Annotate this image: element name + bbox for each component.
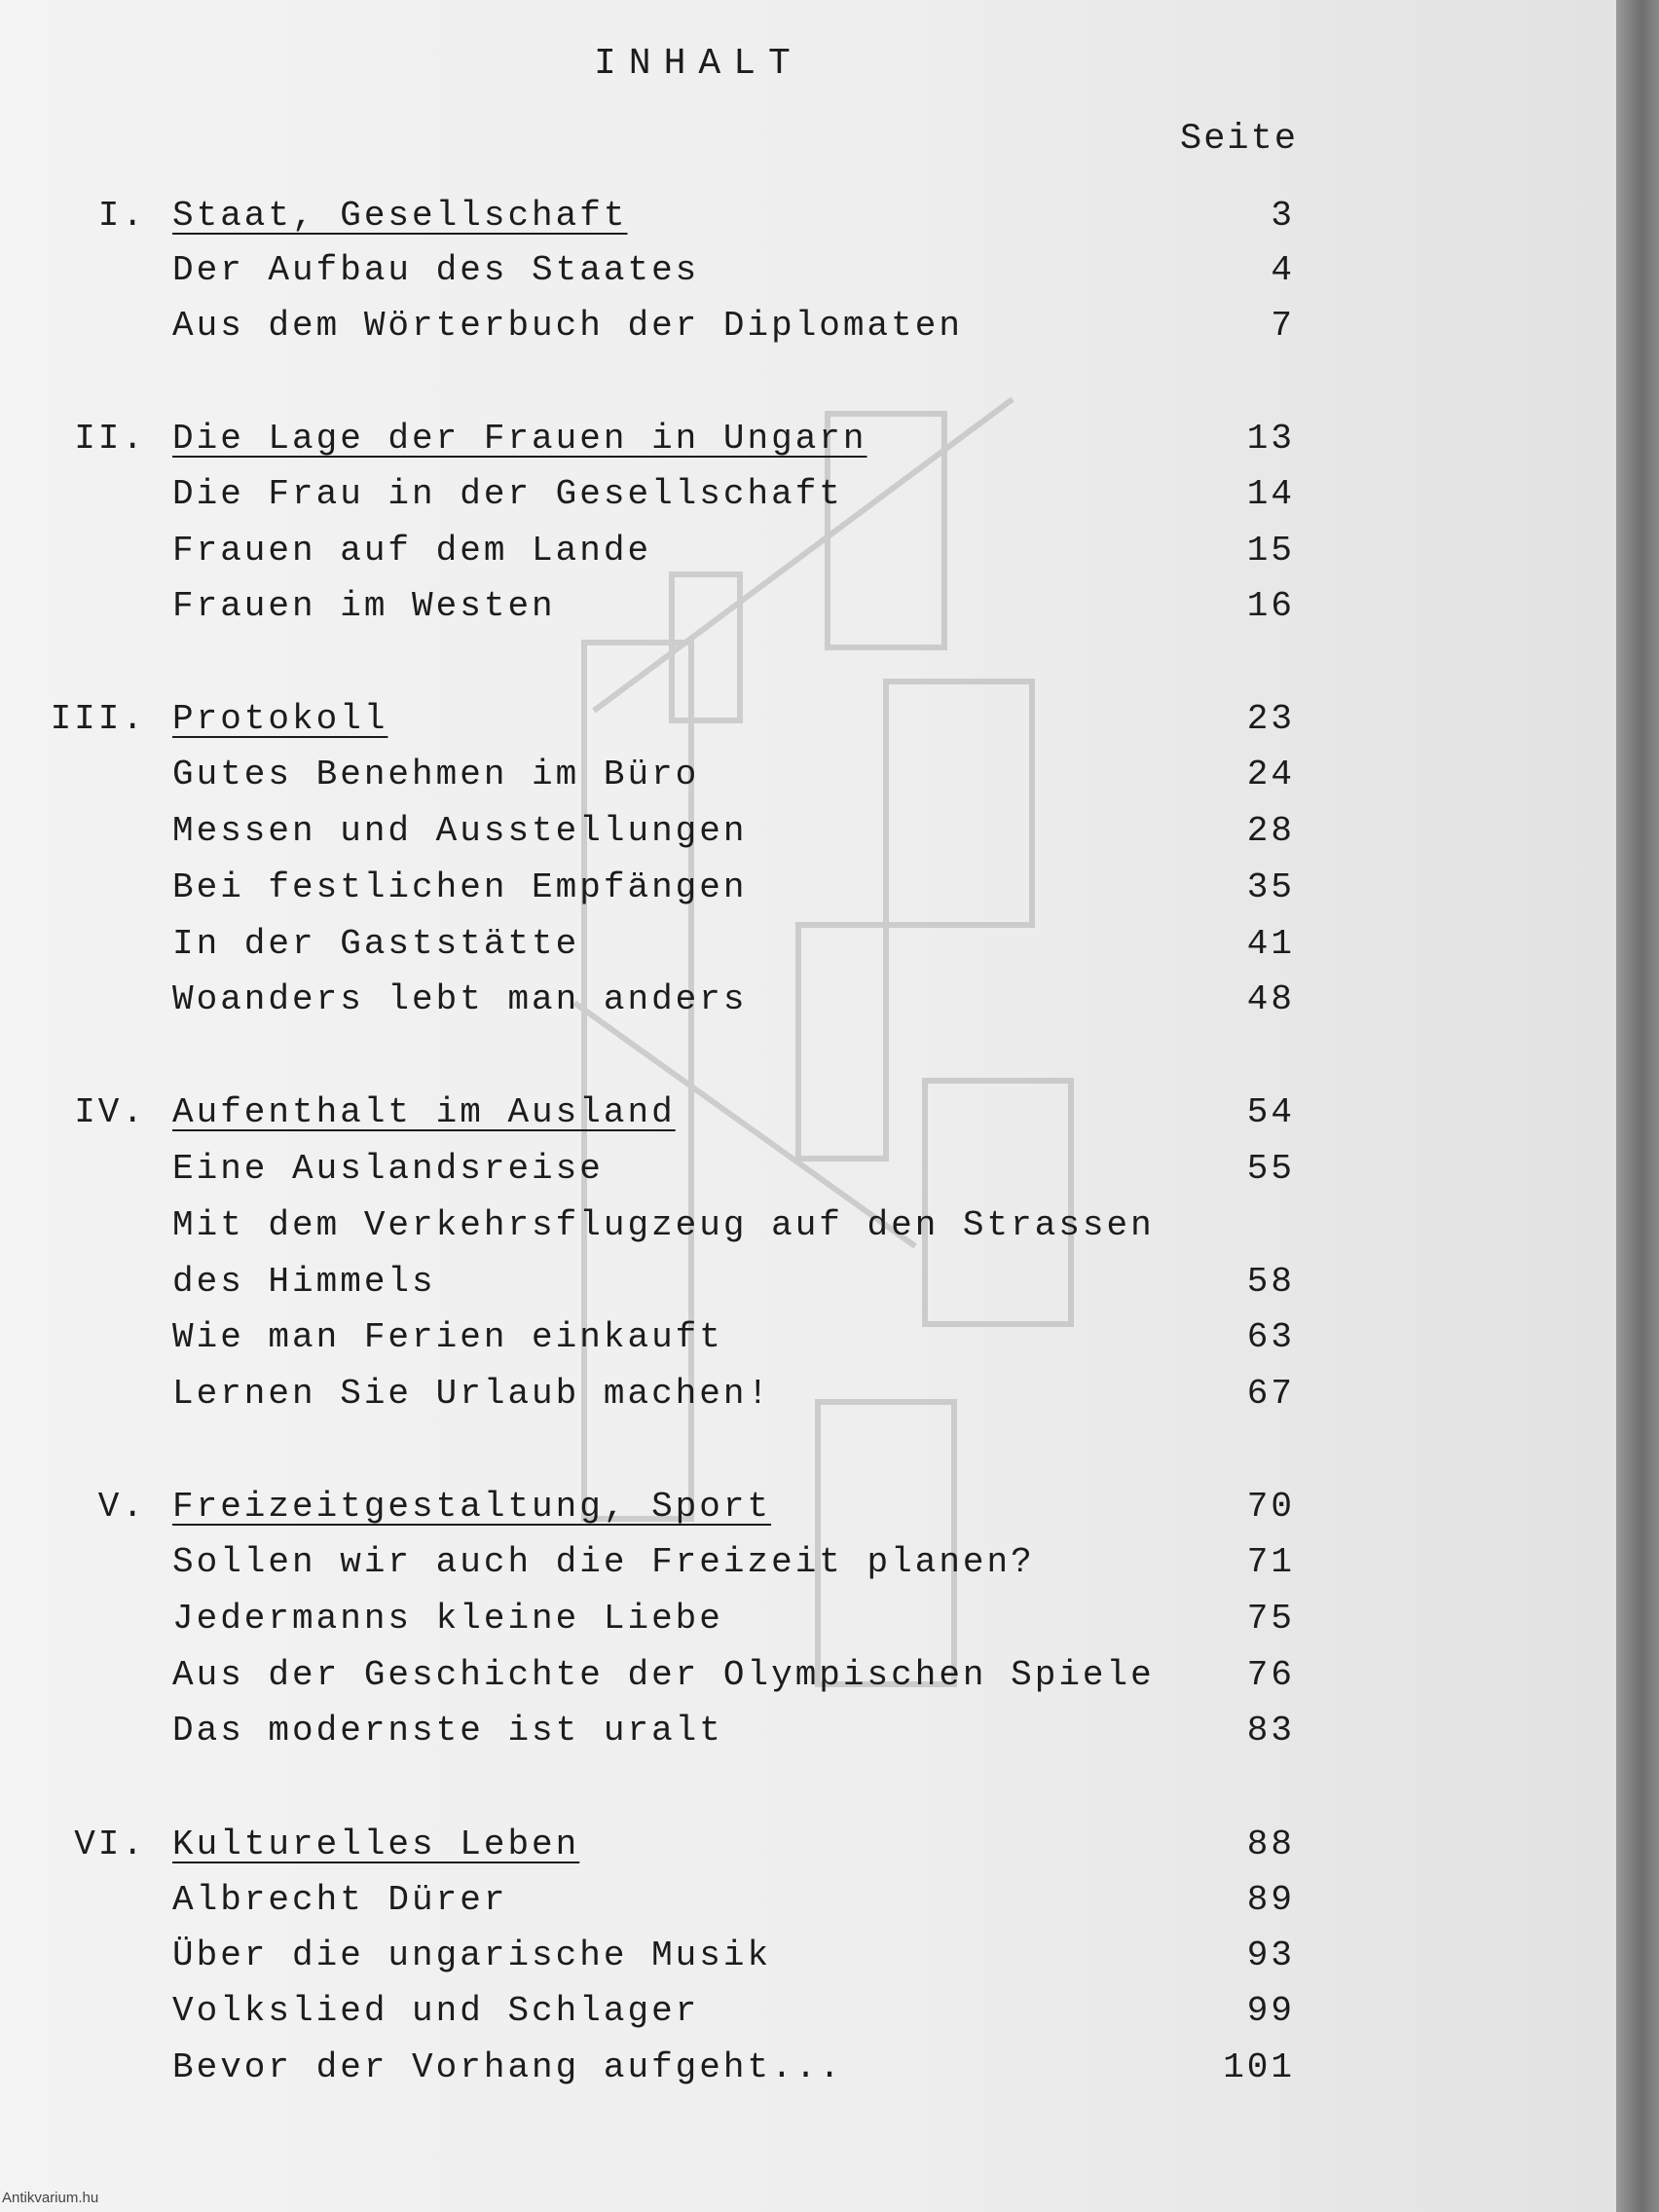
toc-entry: [0, 1313, 1616, 1362]
section-number: II.: [74, 419, 146, 459]
page-edge: [1616, 0, 1659, 2212]
toc-entry: [0, 864, 1616, 912]
toc-entry: [0, 1258, 1616, 1307]
toc-entry: [0, 470, 1616, 519]
toc-section: [0, 192, 1616, 240]
entry-title: In der Gaststätte: [172, 924, 580, 964]
page-number: 13: [1246, 419, 1295, 459]
page-number: 58: [1246, 1262, 1295, 1302]
toc-entry: [0, 1595, 1616, 1643]
section-title: Die Lage der Frauen in Ungarn: [172, 419, 867, 459]
toc-entry: [0, 807, 1616, 856]
page-number: 101: [1223, 2047, 1295, 2087]
entry-title: Gutes Benehmen im Büro: [172, 755, 700, 794]
page-number: 75: [1246, 1599, 1295, 1639]
source-watermark: Antikvarium.hu: [2, 2190, 99, 2206]
toc-entry: [0, 582, 1616, 631]
toc-section: [0, 1821, 1616, 1869]
toc-entry: [0, 2044, 1616, 2092]
page-number: 4: [1271, 250, 1295, 290]
page-column-label: Seite: [1180, 119, 1299, 160]
page-number: 23: [1246, 699, 1295, 739]
page-number: 14: [1246, 474, 1295, 514]
entry-title: Aus der Geschichte der Olympischen Spiele: [172, 1655, 1155, 1695]
entry-title: Lernen Sie Urlaub machen!: [172, 1374, 772, 1414]
page-number: 70: [1246, 1487, 1295, 1527]
toc-entry: [0, 1707, 1616, 1755]
toc-entry: [0, 1876, 1616, 1925]
entry-title: Aus dem Wörterbuch der Diplomaten: [172, 306, 963, 346]
toc-section: [0, 1483, 1616, 1531]
section-number: I.: [97, 196, 146, 236]
toc-entry: [0, 1538, 1616, 1587]
entry-title: Über die ungarische Musik: [172, 1936, 772, 1975]
toc-section: [0, 695, 1616, 744]
toc-entry: [0, 976, 1616, 1024]
entry-title: Messen und Ausstellungen: [172, 811, 748, 851]
entry-title: Bei festlichen Empfängen: [172, 867, 748, 907]
entry-title: Wie man Ferien einkauft: [172, 1317, 723, 1357]
section-number: III.: [50, 699, 146, 739]
page-number: 54: [1246, 1092, 1295, 1132]
entry-title: Volkslied und Schlager: [172, 1991, 700, 2031]
entry-title: Bevor der Vorhang aufgeht...: [172, 2047, 843, 2087]
entry-title: des Himmels: [172, 1262, 436, 1302]
entry-title: Frauen auf dem Lande: [172, 531, 652, 571]
entry-title: Der Aufbau des Staates: [172, 250, 700, 290]
toc-section: [0, 415, 1616, 463]
section-number: V.: [97, 1487, 146, 1527]
entry-title: Sollen wir auch die Freizeit planen?: [172, 1542, 1035, 1582]
entry-title: Albrecht Dürer: [172, 1880, 508, 1920]
page-number: 55: [1246, 1149, 1295, 1189]
entry-title: Mit dem Verkehrsflugzeug auf den Strassen: [172, 1205, 1155, 1245]
section-title: Protokoll: [172, 699, 388, 739]
page-number: 71: [1246, 1542, 1295, 1582]
page-number: 67: [1246, 1374, 1295, 1414]
entry-title: Frauen im Westen: [172, 586, 556, 626]
section-title: Staat, Gesellschaft: [172, 196, 628, 236]
section-number: IV.: [74, 1092, 146, 1132]
entry-title: Das modernste ist uralt: [172, 1711, 723, 1751]
entry-title: Eine Auslandsreise: [172, 1149, 604, 1189]
toc-entry: [0, 1370, 1616, 1419]
toc-entry: [0, 751, 1616, 799]
page-number: 15: [1246, 531, 1295, 571]
page-number: 35: [1246, 867, 1295, 907]
page-number: 7: [1271, 306, 1295, 346]
page-number: 88: [1246, 1825, 1295, 1864]
page-number: 83: [1246, 1711, 1295, 1751]
page-number: 16: [1246, 586, 1295, 626]
page-number: 76: [1246, 1655, 1295, 1695]
section-title: Aufenthalt im Ausland: [172, 1092, 676, 1132]
toc-entry: [0, 1932, 1616, 1980]
entry-title: Woanders lebt man anders: [172, 979, 748, 1019]
entry-title: Jedermanns kleine Liebe: [172, 1599, 723, 1639]
page-number: 48: [1246, 979, 1295, 1019]
toc-section: [0, 1088, 1616, 1137]
page-number: 24: [1246, 755, 1295, 794]
section-title: Kulturelles Leben: [172, 1825, 580, 1864]
toc-entry: [0, 1145, 1616, 1194]
page-number: 28: [1246, 811, 1295, 851]
toc-entry: [0, 1201, 1616, 1250]
page-number: 3: [1271, 196, 1295, 236]
toc-entry: [0, 1651, 1616, 1700]
toc-heading: INHALT: [594, 43, 803, 85]
entry-title: Die Frau in der Gesellschaft: [172, 474, 843, 514]
page-number: 63: [1246, 1317, 1295, 1357]
page-number: 41: [1246, 924, 1295, 964]
toc-entry: [0, 920, 1616, 969]
section-number: VI.: [74, 1825, 146, 1864]
page-number: 89: [1246, 1880, 1295, 1920]
page-number: 93: [1246, 1936, 1295, 1975]
page-number: 99: [1246, 1991, 1295, 2031]
toc-entry: [0, 302, 1616, 350]
toc-entry: [0, 527, 1616, 575]
toc-entry: [0, 246, 1616, 295]
section-title: Freizeitgestaltung, Sport: [172, 1487, 772, 1527]
toc-entry: [0, 1987, 1616, 2036]
